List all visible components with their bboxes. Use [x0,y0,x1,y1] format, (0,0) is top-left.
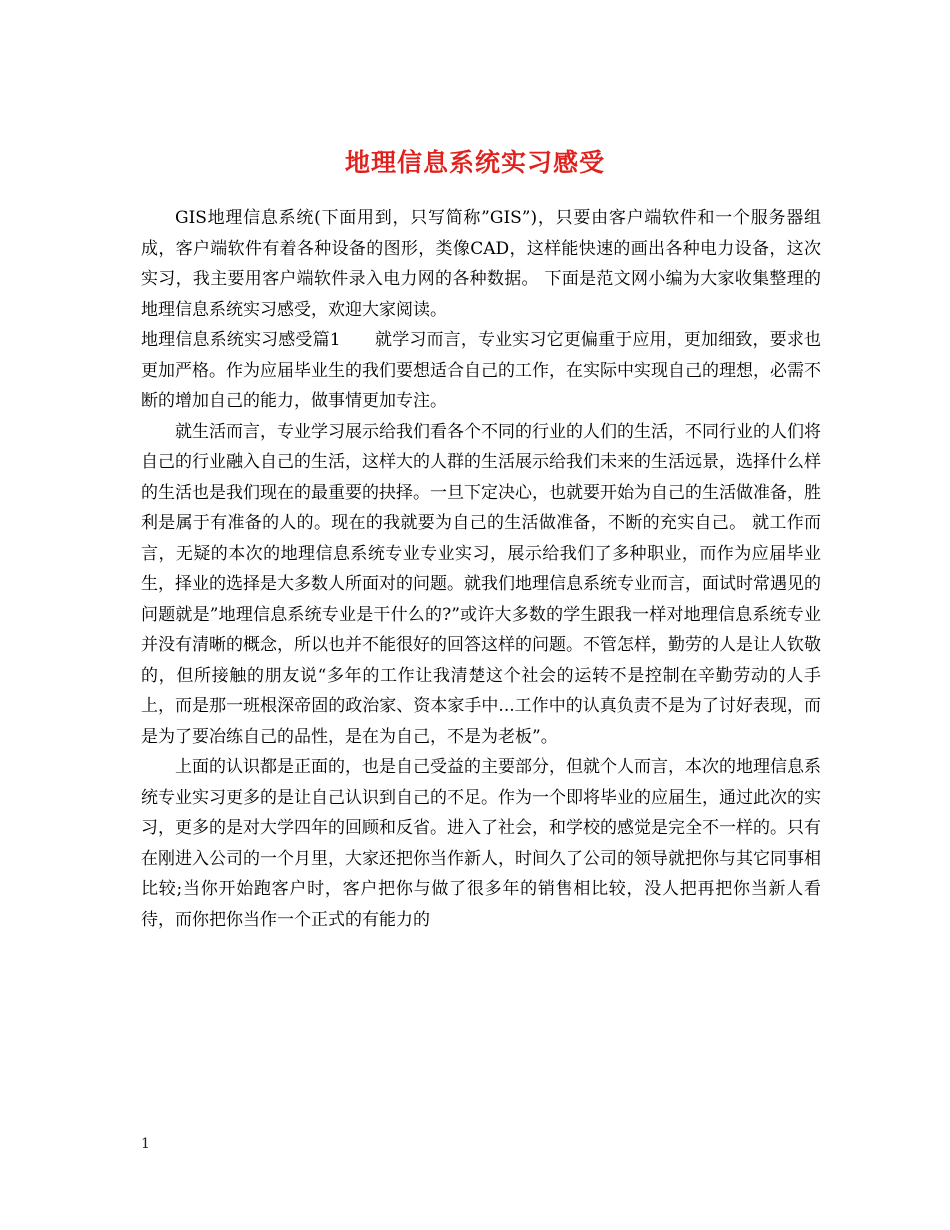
paragraph-intro: GIS地理信息系统(下面用到，只写简称”GIS”)，只要由客户端软件和一个服务器组成，客户端软件有着各种设备的图形，类像CAD，这样能快速的画出各种电力设备，这次实习，我主要用客户端软件录入电力网的各种数据。 下面是范文网小编为大家收集整理的地理信息系统实习感受，欢迎大家阅读。 [141,208,821,320]
document-body [141,203,821,935]
paragraph-life-work: 就生活而言，专业学习展示给我们看各个不同的行业的人们的生活，不同行业的人们将自己的行业融入自己的生活，这样大的人群的生活展示给我们未来的生活远景，选择什么样的生活也是我们现在的最重要的抉择。一旦下定决心，也就要开始为自己的生活做准备，胜利是属于有准备的人的。现在的我就要为自己的生活做准备，不断的充实自己。 就工作而言，无疑的本次的地理信息系统专业专业实习，展示给我们了多种职业，而作为应届毕业生，择业的选择是大多数人所面对的问题。就我们地理信息系统专业而言，面试时常遇见的问题就是”地理信息系统专业是干什么的?”或许大多数的学生跟我一样对地理信息系统专业并没有清晰的概念，所以也并不能很好的回答这样的问题。不管怎样，勤劳的人是让人钦敬的，但所接触的朋友说“多年的工作让我清楚这个社会的运转不是控制在辛勤劳动的人手上，而是那一班根深帝固的政治家、资本家手中...工作中的认真负责不是为了讨好表现，而是为了要冶练自己的品性，是在为自己，不是为老板”。 [141,421,821,747]
document-title: 地理信息系统实习感受 [344,147,605,177]
paragraph-study: 地理信息系统实习感受篇1 就学习而言，专业实习它更偏重于应用，更加细致，要求也更加严格。作为应届毕业生的我们要想适合自己的工作，在实际中实现自己的理想，必需不断的增加自己的能力，做事情更加专注。 [141,330,821,411]
page-number: 1 [141,1136,150,1152]
paragraph-reflection: 上面的认识都是正面的，也是自己受益的主要部分，但就个人而言，本次的地理信息系统专业实习更多的是让自己认识到自己的不足。作为一个即将毕业的应届生，通过此次的实习，更多的是对大学四年的回顾和反省。进入了社会，和学校的感觉是完全不一样的。只有在刚进入公司的一个月里，大家还把你当作新人，时间久了公司的领导就把你与其它同事相比较;当你开始跑客户时，客户把你与做了很多年的销售相比较，没人把再把你当新人看待，而你把你当作一个正式的有能力的 [141,757,821,930]
